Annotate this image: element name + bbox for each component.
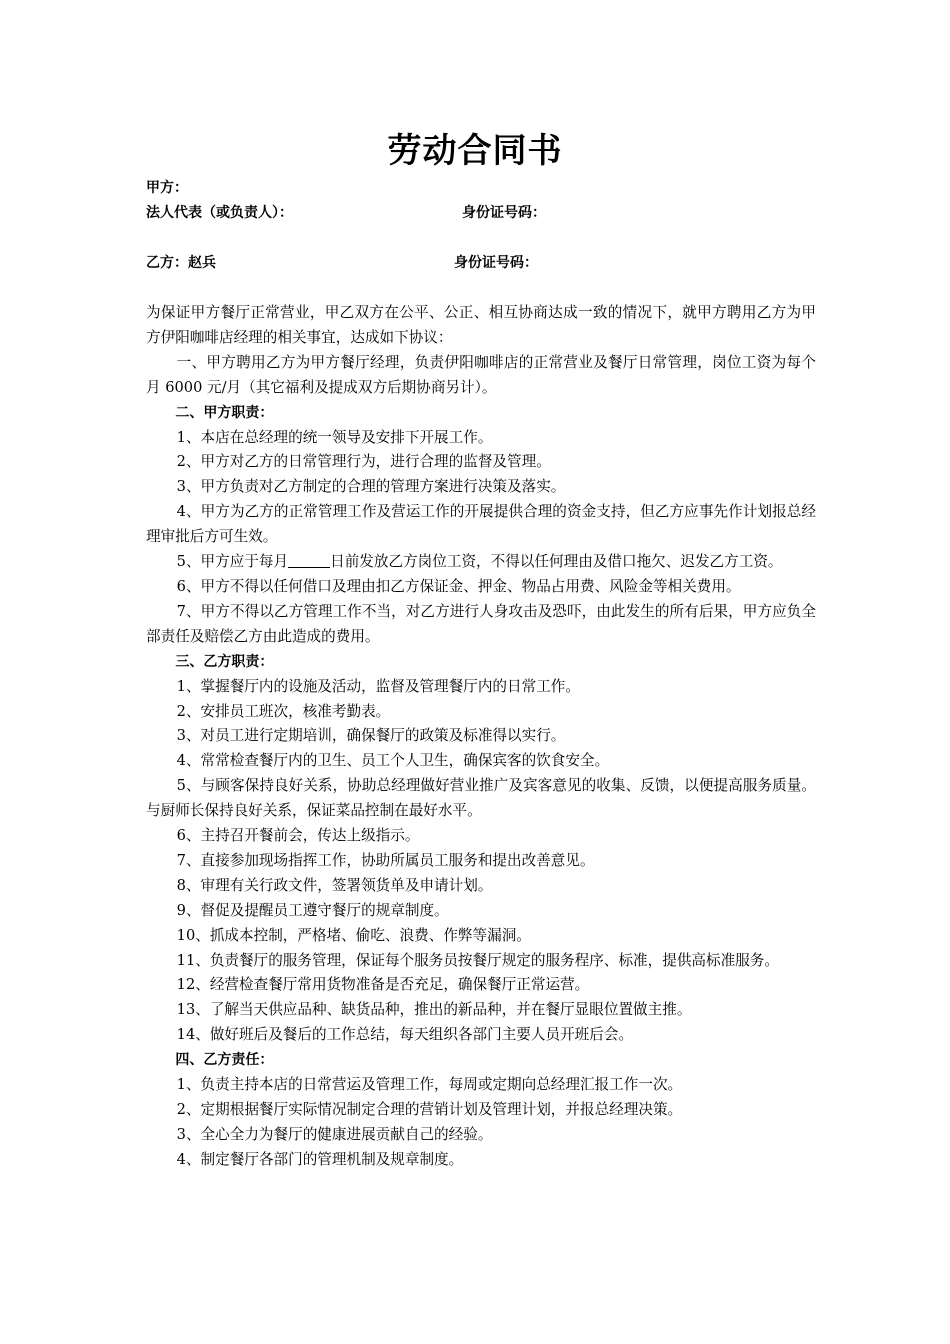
- section-4-item: 3、全心全力为餐厅的健康进展贡献自己的经验。: [176, 1125, 493, 1143]
- legal-representative-label: 法人代表（或负责人）：: [146, 205, 293, 221]
- party-a-label: 甲方：: [146, 180, 188, 196]
- section-2-item: 4、甲方为乙方的正常管理工作及营运工作的开展提供合理的资金支持，但乙方应事先作计划报总经理审批后方可生效。: [146, 503, 816, 546]
- section-2-item: 7、甲方不得以乙方管理工作不当，对乙方进行人身攻击及恐吓，由此发生的所有后果，甲方应负全部责任及赔偿乙方由此造成的费用。: [146, 602, 816, 645]
- section-3-item: 11、负责餐厅的服务管理，保证每个服务员按餐厅规定的服务程序、标准，提供高标准服务。: [176, 951, 779, 969]
- section-3-item: 5、与顾客保持良好关系，协助总经理做好营业推广及宾客意见的收集、反馈，以便提高服务质量。与厨师长保持良好关系，保证菜品控制在最好水平。: [146, 777, 816, 820]
- party-b-id-label: 身份证号码：: [454, 255, 538, 271]
- section-3-item: 2、安排员工班次，核准考勤表。: [176, 702, 391, 720]
- clause-1: 一、甲方聘用乙方为甲方餐厅经理，负责伊阳咖啡店的正常营业及餐厅日常管理，岗位工资为每个月 6000 元/月（其它福利及提成双方后期协商另计）。: [146, 353, 816, 396]
- section-2-heading: 二、甲方职责：: [175, 404, 274, 421]
- pay-day-blank: [288, 553, 330, 568]
- section-3-item: 13、了解当天供应品种、缺货品种，推出的新品种，并在餐厅显眼位置做主推。: [176, 1001, 692, 1019]
- section-3-item: 4、常常检查餐厅内的卫生、员工个人卫生，确保宾客的饮食安全。: [176, 752, 610, 770]
- section-3-item: 10、抓成本控制，严格堵、偷吃、浪费、作弊等漏洞。: [176, 926, 531, 944]
- section-3-heading: 三、乙方职责：: [175, 653, 274, 670]
- section-3-item: 12、经营检查餐厅常用货物准备是否充足，确保餐厅正常运营。: [176, 976, 590, 994]
- section-3-item: 1、掌握餐厅内的设施及活动，监督及管理餐厅内的日常工作。: [176, 677, 580, 695]
- item-5-text-before: 5、甲方应于每月: [176, 553, 289, 571]
- section-2-item: 6、甲方不得以任何借口及理由扣乙方保证金、押金、物品占用费、风险金等相关费用。: [176, 577, 741, 595]
- section-2-item: 1、本店在总经理的统一领导及安排下开展工作。: [176, 428, 493, 446]
- section-3-item: 6、主持召开餐前会，传达上级指示。: [176, 827, 420, 845]
- section-4-item: 2、定期根据餐厅实际情况制定合理的营销计划及管理计划，并报总经理决策。: [176, 1101, 683, 1118]
- document-title: 劳动合同书: [387, 131, 563, 171]
- intro-paragraph: 为保证甲方餐厅正常营业，甲乙双方在公平、公正、相互协商达成一致的情况下，就甲方聘用乙方为甲方伊阳咖啡店经理的相关事宜，达成如下协议：: [146, 304, 816, 346]
- contract-body: [146, 301, 816, 1173]
- party-a-id-label: 身份证号码：: [462, 205, 546, 221]
- section-3-item: 14、做好班后及餐后的工作总结，每天组织各部门主要人员开班后会。: [176, 1026, 634, 1044]
- section-4-item: 1、负责主持本店的日常营运及管理工作，每周或定期向总经理汇报工作一次。: [176, 1076, 683, 1094]
- section-3-item: 9、督促及提醒员工遵守餐厅的规章制度。: [176, 901, 449, 919]
- section-3-item: 7、直接参加现场指挥工作，协助所属员工服务和提出改善意见。: [176, 851, 595, 869]
- section-2-item-5: [146, 550, 816, 575]
- section-4-item: 4、制定餐厅各部门的管理机制及规章制度。: [176, 1150, 464, 1168]
- section-3-item: 3、对员工进行定期培训，确保餐厅的政策及标准得以实行。: [176, 727, 566, 745]
- item-5-text-after: 日前发放乙方岗位工资，不得以任何理由及借口拖欠、迟发乙方工资。: [330, 553, 783, 571]
- section-2-item: 2、甲方对乙方的日常管理行为，进行合理的监督及管理。: [176, 453, 551, 471]
- party-b-label: 乙方：赵兵: [146, 255, 216, 271]
- section-3-item: 8、审理有关行政文件，签署领货单及申请计划。: [176, 876, 493, 894]
- section-2-item: 3、甲方负责对乙方制定的合理的管理方案进行决策及落实。: [176, 478, 566, 496]
- section-4-heading: 四、乙方责任：: [175, 1052, 274, 1069]
